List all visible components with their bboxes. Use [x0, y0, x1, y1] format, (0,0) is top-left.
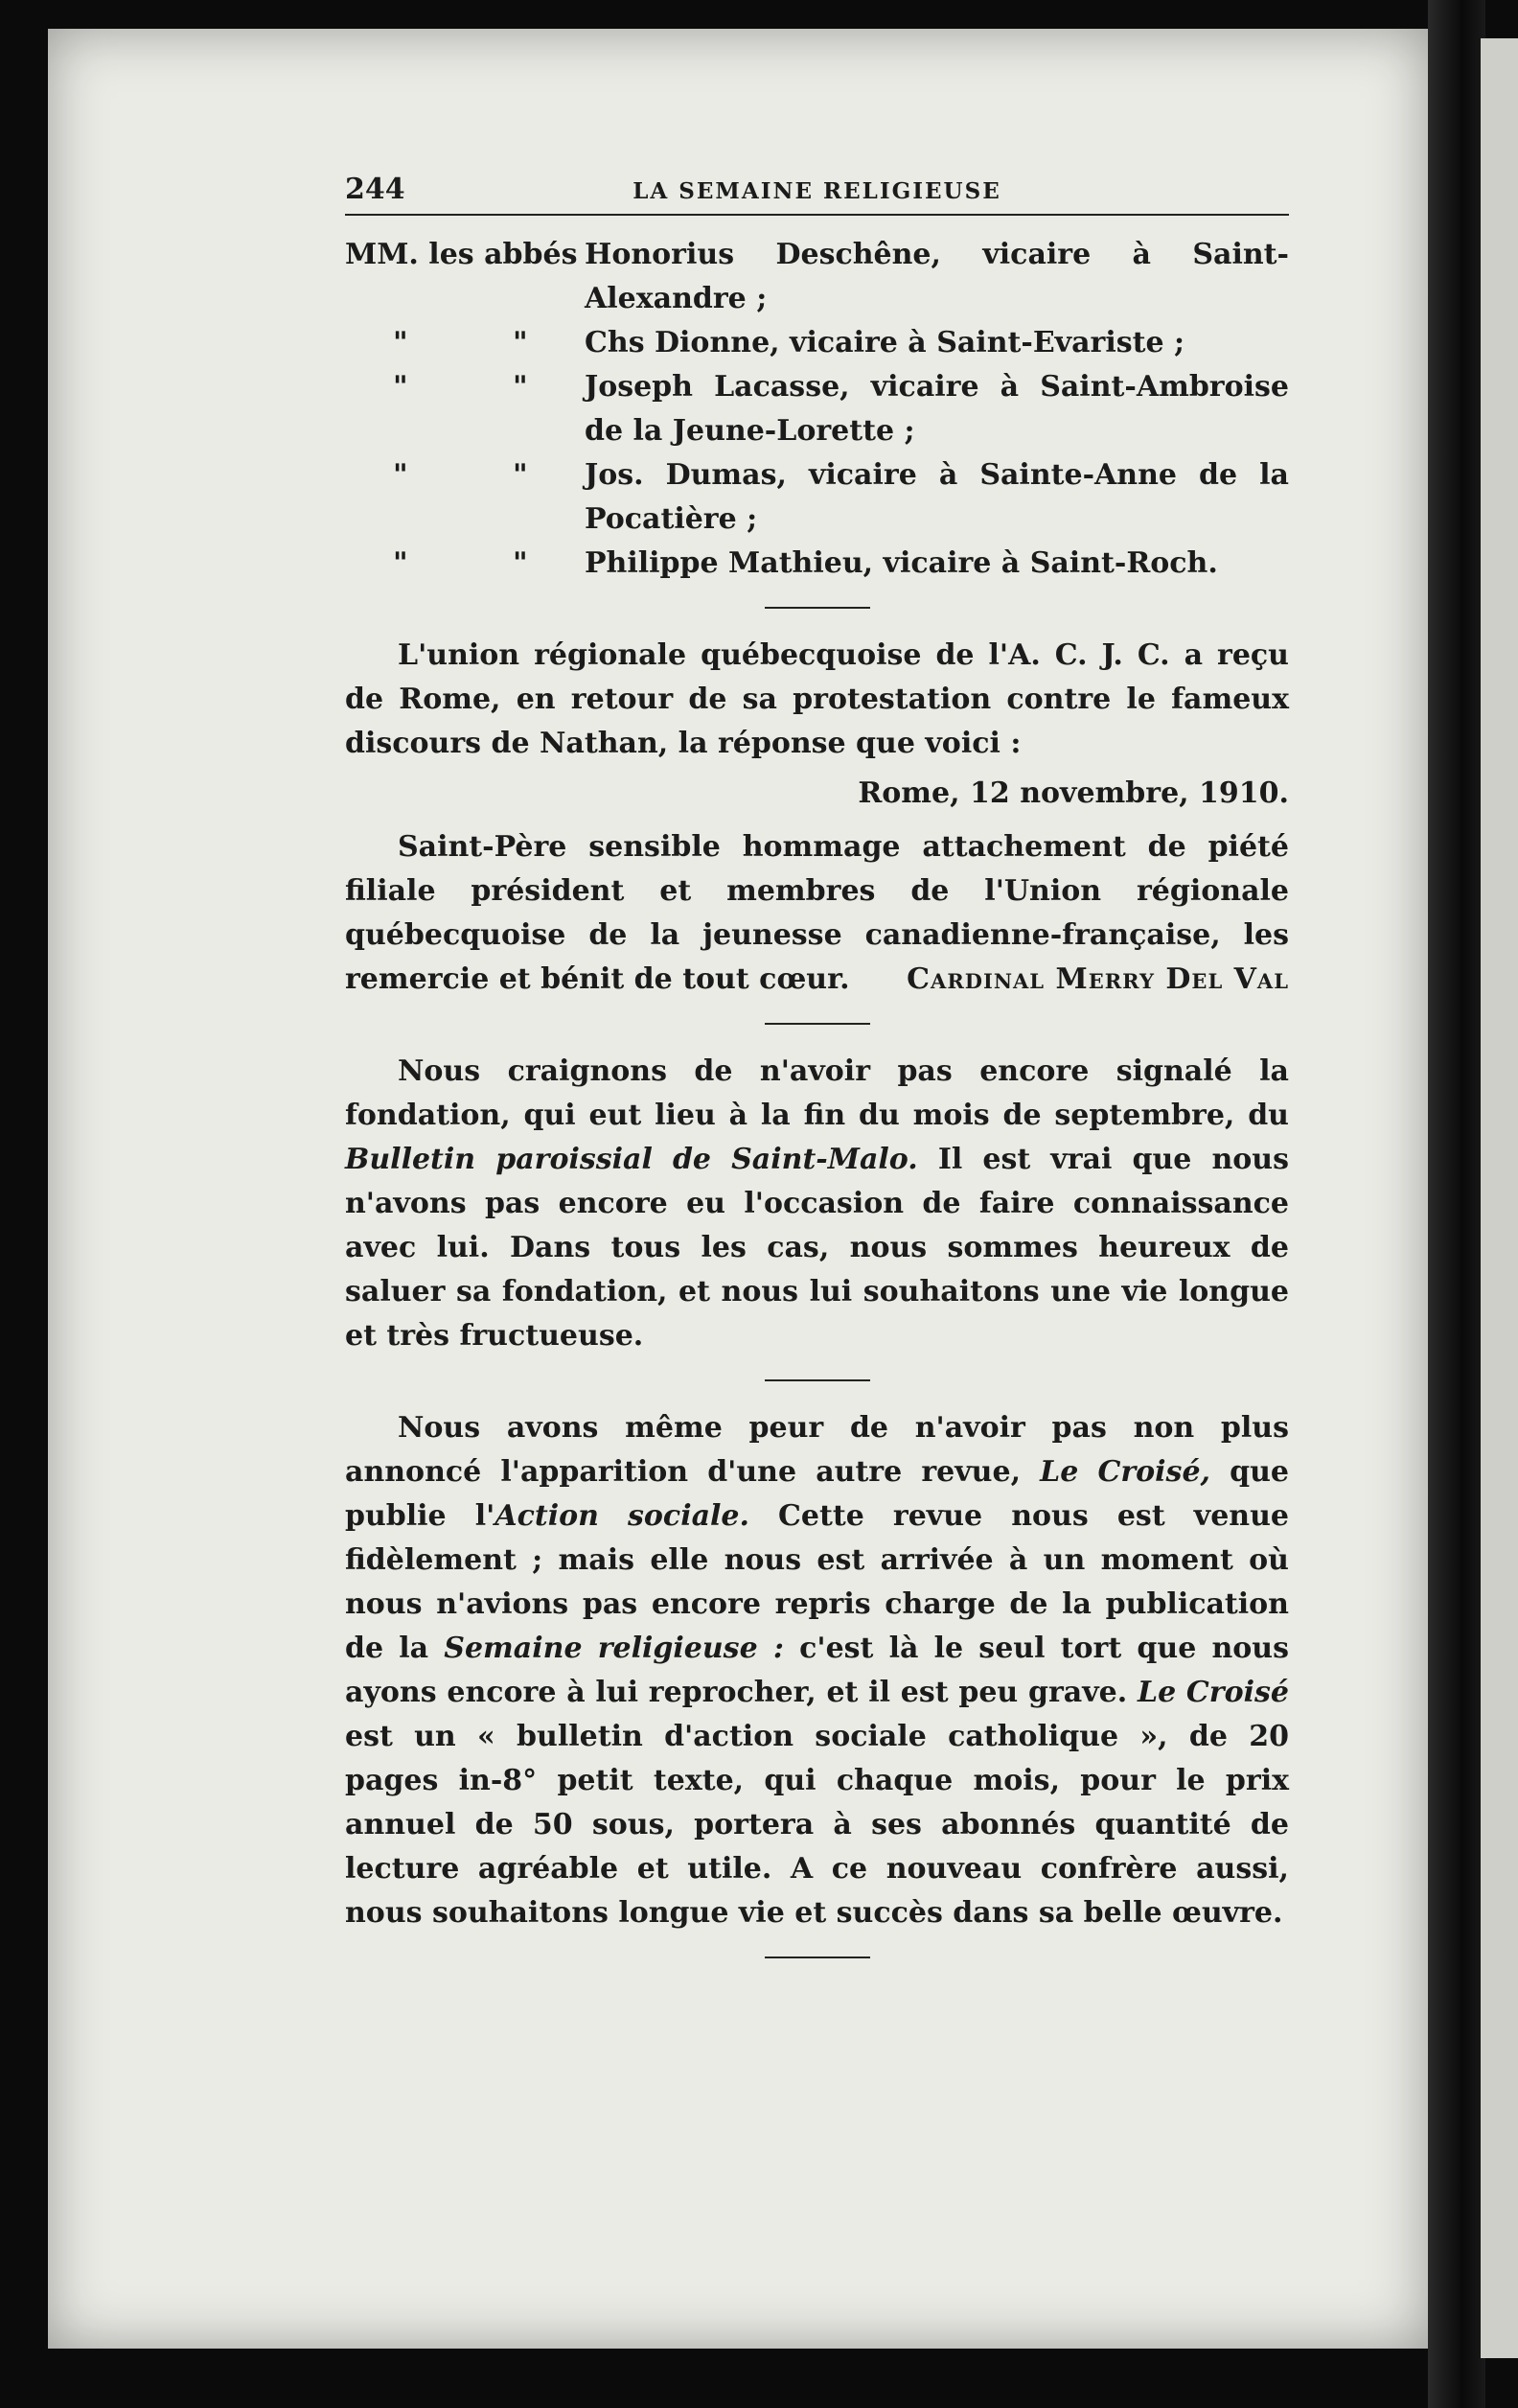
publication-title: Le Croisé: [1137, 1676, 1289, 1709]
running-head: [345, 168, 1289, 216]
telegram-paragraph: Saint-Père sensible hommage attachement de piété filiale président et membres de l'Union régionale québecquoise de la jeunesse canadienne-française, les remercie et bénit de tout cœur.: [345, 830, 1289, 996]
roster-entry: [345, 321, 1289, 365]
section-divider: [765, 1956, 870, 1958]
acjc-intro-paragraph: L'union régionale québecquoise de l'A. C. J. C. a reçu de Rome, en retour de sa protestation contre le fameux discours de Nathan, la réponse que voici :: [345, 638, 1289, 760]
roster-entry: [345, 233, 1289, 321]
roster-entry-text: Joseph Lacasse, vicaire à Saint-Ambroise de la Jeune-Lorette ;: [585, 370, 1289, 448]
roster-entry-text: Jos. Dumas, vicaire à Sainte-Anne de la Pocatière ;: [585, 458, 1289, 536]
page-number: 244: [345, 173, 405, 206]
ditto-mark: ": [393, 370, 408, 404]
section-divider: [765, 1379, 870, 1381]
roster-entry-text: Honorius Deschêne, vicaire à Saint-Alexandre ;: [585, 238, 1289, 315]
section-divider: [765, 607, 870, 609]
bulletin-paragraph: Nous craignons de n'avoir pas encore signalé la fondation, qui eut lieu à la fin du mois de septembre, du Bulletin paroissial de Saint-Malo. Il est vrai que nous n'avons pas encore eu l'occasion de faire connaissance avec lui. Dans tous les cas, nous sommes heureux de saluer sa fondation, et nous lui souhaitons une vie longue et très fructueuse.: [345, 1054, 1289, 1353]
dateline: Rome, 12 novembre, 1910.: [858, 776, 1289, 810]
ditto-mark: ": [393, 458, 408, 492]
ditto-mark: ": [393, 326, 408, 359]
roster-entry-text: Philippe Mathieu, vicaire à Saint-Roch.: [585, 546, 1218, 580]
page-content: [345, 168, 1289, 1983]
publication-title: Semaine religieuse :: [444, 1632, 784, 1665]
ditto-mark: ": [513, 370, 528, 404]
facing-page-edge: [1481, 38, 1518, 2358]
roster-entry: [345, 365, 1289, 453]
ditto-mark: ": [513, 546, 528, 580]
publication-title: Bulletin paroissial de Saint-Malo.: [345, 1143, 918, 1176]
clergy-roster: [345, 233, 1289, 586]
roster-entry: [345, 542, 1289, 586]
roster-entry: [345, 453, 1289, 542]
ditto-mark: ": [513, 326, 528, 359]
croise-paragraph: Nous avons même peur de n'avoir pas non plus annoncé l'apparition d'une autre revue, Le Croisé, que publie l'Action sociale. Cette revue nous est venue fidèlement ; mais elle nous est arrivée à un moment où nous n'avions pas encore repris charge de la publication de la Semaine religieuse : c'est là le seul tort que nous ayons encore à lui reprocher, et il est peu grave. Le Croisé est un « bulletin d'action sociale catholique », de 20 pages in-8° petit texte, qui chaque mois, pour le prix annuel de 50 sous, portera à ses abonnés quantité de lecture agréable et utile. A ce nouveau confrère aussi, nous souhaitons longue vie et succès dans sa belle œuvre.: [345, 1411, 1290, 1930]
roster-entry-text: Chs Dionne, vicaire à Saint-Evariste ;: [585, 326, 1185, 359]
running-title: LA SEMAINE RELIGIEUSE: [632, 178, 1001, 204]
acjc-section: [345, 634, 1289, 1002]
ditto-mark: ": [513, 458, 528, 492]
roster-intro: MM. les abbés: [345, 238, 578, 271]
ditto-mark: ": [393, 546, 408, 580]
publication-title: Le Croisé,: [1040, 1455, 1210, 1489]
book-gutter: [1428, 0, 1485, 2408]
publication-title: Action sociale.: [494, 1499, 749, 1533]
signature: Cardinal Merry Del Val: [907, 962, 1289, 996]
section-divider: [765, 1023, 870, 1025]
